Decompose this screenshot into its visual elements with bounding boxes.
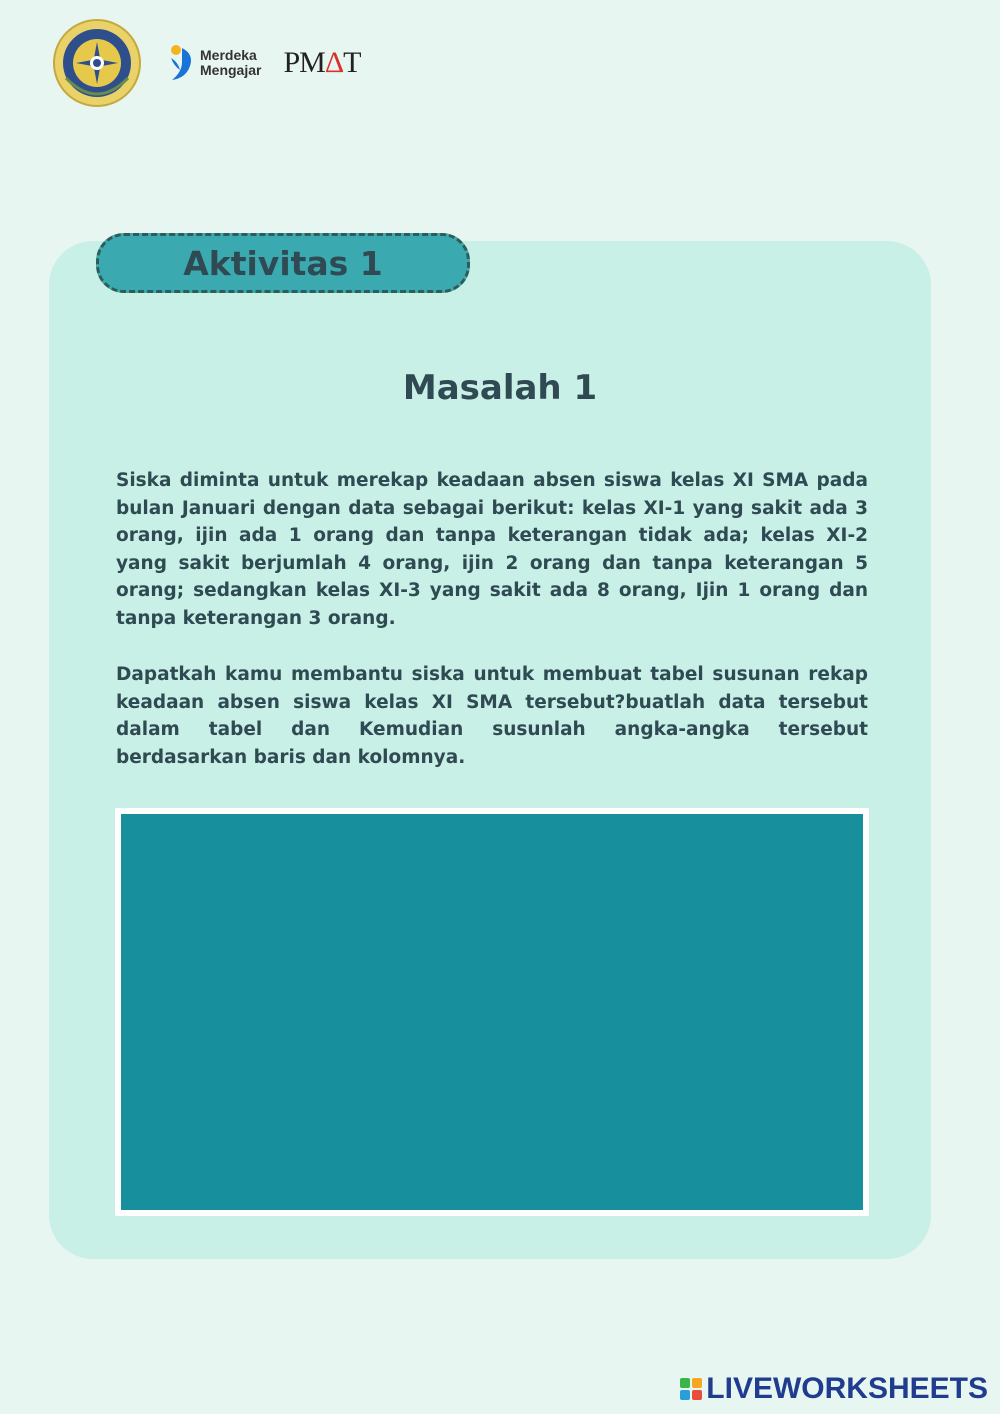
answer-drawing-area[interactable] bbox=[115, 808, 869, 1216]
merdeka-mengajar-icon bbox=[168, 44, 194, 82]
pmat-logo bbox=[283, 46, 360, 80]
liveworksheets-brand: LIVEWORKSHEETS bbox=[706, 1372, 988, 1405]
activity-tab-label: Aktivitas 1 bbox=[96, 233, 470, 293]
liveworksheets-grid-icon bbox=[680, 1378, 702, 1400]
university-seal-logo bbox=[52, 18, 142, 108]
problem-title: Masalah 1 bbox=[402, 368, 598, 408]
pmat-text-part1: PM bbox=[283, 46, 325, 79]
pmat-triangle: Δ bbox=[324, 46, 344, 79]
merdeka-text-line1: Merdeka bbox=[200, 47, 257, 63]
header-logos bbox=[52, 18, 360, 108]
pmat-text-part3: T bbox=[343, 46, 361, 79]
merdeka-text-line2: Mengajar bbox=[200, 62, 262, 78]
problem-paragraph-1: Siska diminta untuk merekap keadaan absen siswa kelas XI SMA pada bulan Januari dengan data sebagai berikut: kelas XI-1 yang sakit ada 3 orang, ijin ada 1 orang dan tanpa keterangan tidak ada; kelas XI-2 yang sakit berjumlah 4 orang, ijin 2 orang dan tanpa keterangan 5 orang; sedangkan kelas XI-3 yang sakit ada 8 orang, Ijin 1 orang dan tanpa keterangan 3 orang. bbox=[116, 470, 868, 629]
problem-paragraph-2: Dapatkah kamu membantu siska untuk membuat tabel susunan rekap keadaan absen siswa kelas XI SMA tersebut?buatlah data tersebut dalam tabel dan Kemudian susunlah angka-angka tersebut berdasarkan baris dan kolomnya. bbox=[116, 664, 868, 768]
merdeka-mengajar-logo bbox=[168, 44, 261, 82]
liveworksheets-footer bbox=[680, 1372, 988, 1406]
